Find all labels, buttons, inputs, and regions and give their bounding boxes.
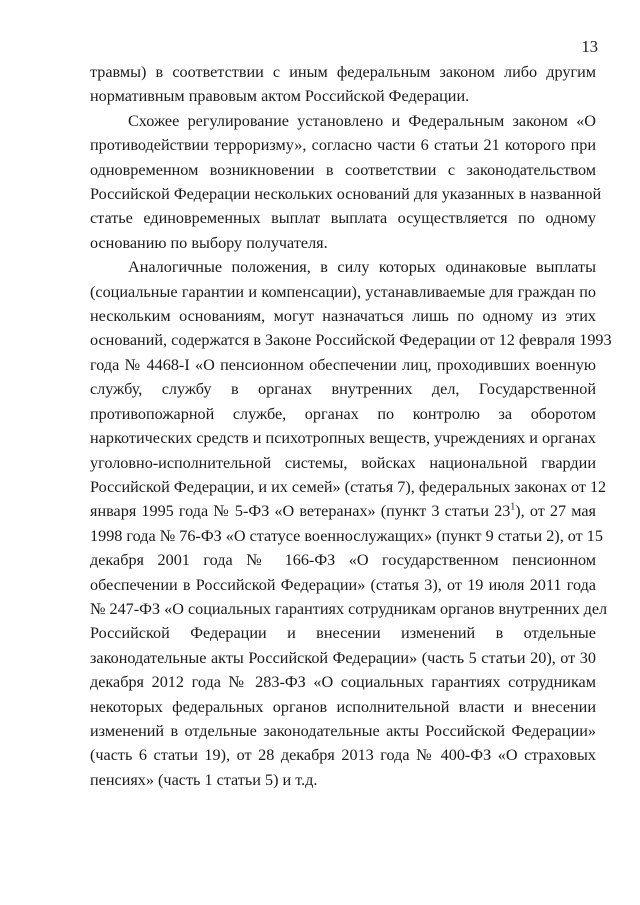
text-line: обеспечении в Российской Федерации» (статья 3), от 19 июля 2011 года	[90, 575, 596, 594]
text-segment: января 1995 года № 5-ФЗ «О ветеранах» (пункт 3 статьи 23	[90, 502, 511, 521]
text-line: Схожее регулирование установлено и Федеральным законом «О	[128, 111, 596, 130]
text-line: нескольким основаниям, могут назначаться лишь по одному из этих	[90, 307, 596, 326]
paragraph	[90, 109, 602, 255]
text-line: нормативным правовым актом Российской Федерации.	[90, 87, 470, 106]
text-line: декабря 2012 года № 283-ФЗ «О социальных гарантиях сотрудникам	[90, 673, 596, 692]
text-line	[90, 499, 596, 523]
text-line: № 247-ФЗ «О социальных гарантиях сотрудникам органов внутренних дел	[90, 599, 608, 618]
text-line: изменений в отдельные законодательные акты Российской Федерации»	[90, 721, 596, 740]
text-line: Аналогичные положения, в силу которых одинаковые выплаты	[128, 258, 596, 277]
text-line: Российской Федерации и внесении изменений в отдельные	[90, 624, 596, 643]
text-line: Российской Федерации нескольких оснований для указанных в названной	[90, 185, 602, 204]
text-line: наркотических средств и психотропных веществ, учреждениях и органах	[90, 429, 596, 448]
document-body	[90, 60, 612, 792]
page-number: 13	[581, 37, 598, 56]
text-line: пенсиях» (часть 1 статьи 5) и т.д.	[90, 770, 318, 789]
text-line: Российской Федерации, и их семей» (статья 7), федеральных законах от 12	[90, 477, 607, 496]
text-line: (часть 6 статьи 19), от 28 декабря 2013 года № 400-ФЗ «О страховых	[90, 746, 596, 765]
superscript: 1	[510, 501, 516, 513]
text-line: года № 4468-I «О пенсионном обеспечении лиц, проходивших военную	[90, 355, 596, 374]
text-line: статье единовременных выплат выплата осуществляется по одному	[90, 209, 596, 228]
text-line: уголовно-исполнительной системы, войсках национальной гвардии	[90, 453, 596, 472]
text-line: оснований, содержатся в Законе Российской Федерации от 12 февраля 1993	[90, 331, 612, 350]
text-line: противодействии терроризму», согласно части 6 статьи 21 которого при	[90, 136, 596, 155]
text-segment: ), от 27 мая	[515, 502, 597, 521]
text-line: основанию по выбору получателя.	[90, 233, 328, 252]
text-line: 1998 года № 76-ФЗ «О статусе военнослужащих» (пункт 9 статьи 2), от 15	[90, 526, 603, 545]
text-line: некоторых федеральных органов исполнительной власти и внесении	[90, 697, 596, 716]
text-line: одновременном возникновении в соответствии с законодательством	[90, 160, 596, 179]
text-line: противопожарной службе, органах по контролю за оборотом	[90, 404, 596, 423]
text-line: службу, службу в органах внутренних дел, Государственной	[90, 380, 596, 399]
text-line: законодательные акты Российской Федерации» (часть 5 статьи 20), от 30	[90, 648, 596, 667]
paragraph	[90, 60, 596, 109]
paragraph	[90, 255, 612, 792]
text-line: декабря 2001 года № 166-ФЗ «О государственном пенсионном	[90, 551, 596, 570]
text-line: травмы) в соответствии с иным федеральным законом либо другим	[90, 63, 596, 81]
text-line: (социальные гарантии и компенсации), устанавливаемые для граждан по	[90, 282, 596, 301]
